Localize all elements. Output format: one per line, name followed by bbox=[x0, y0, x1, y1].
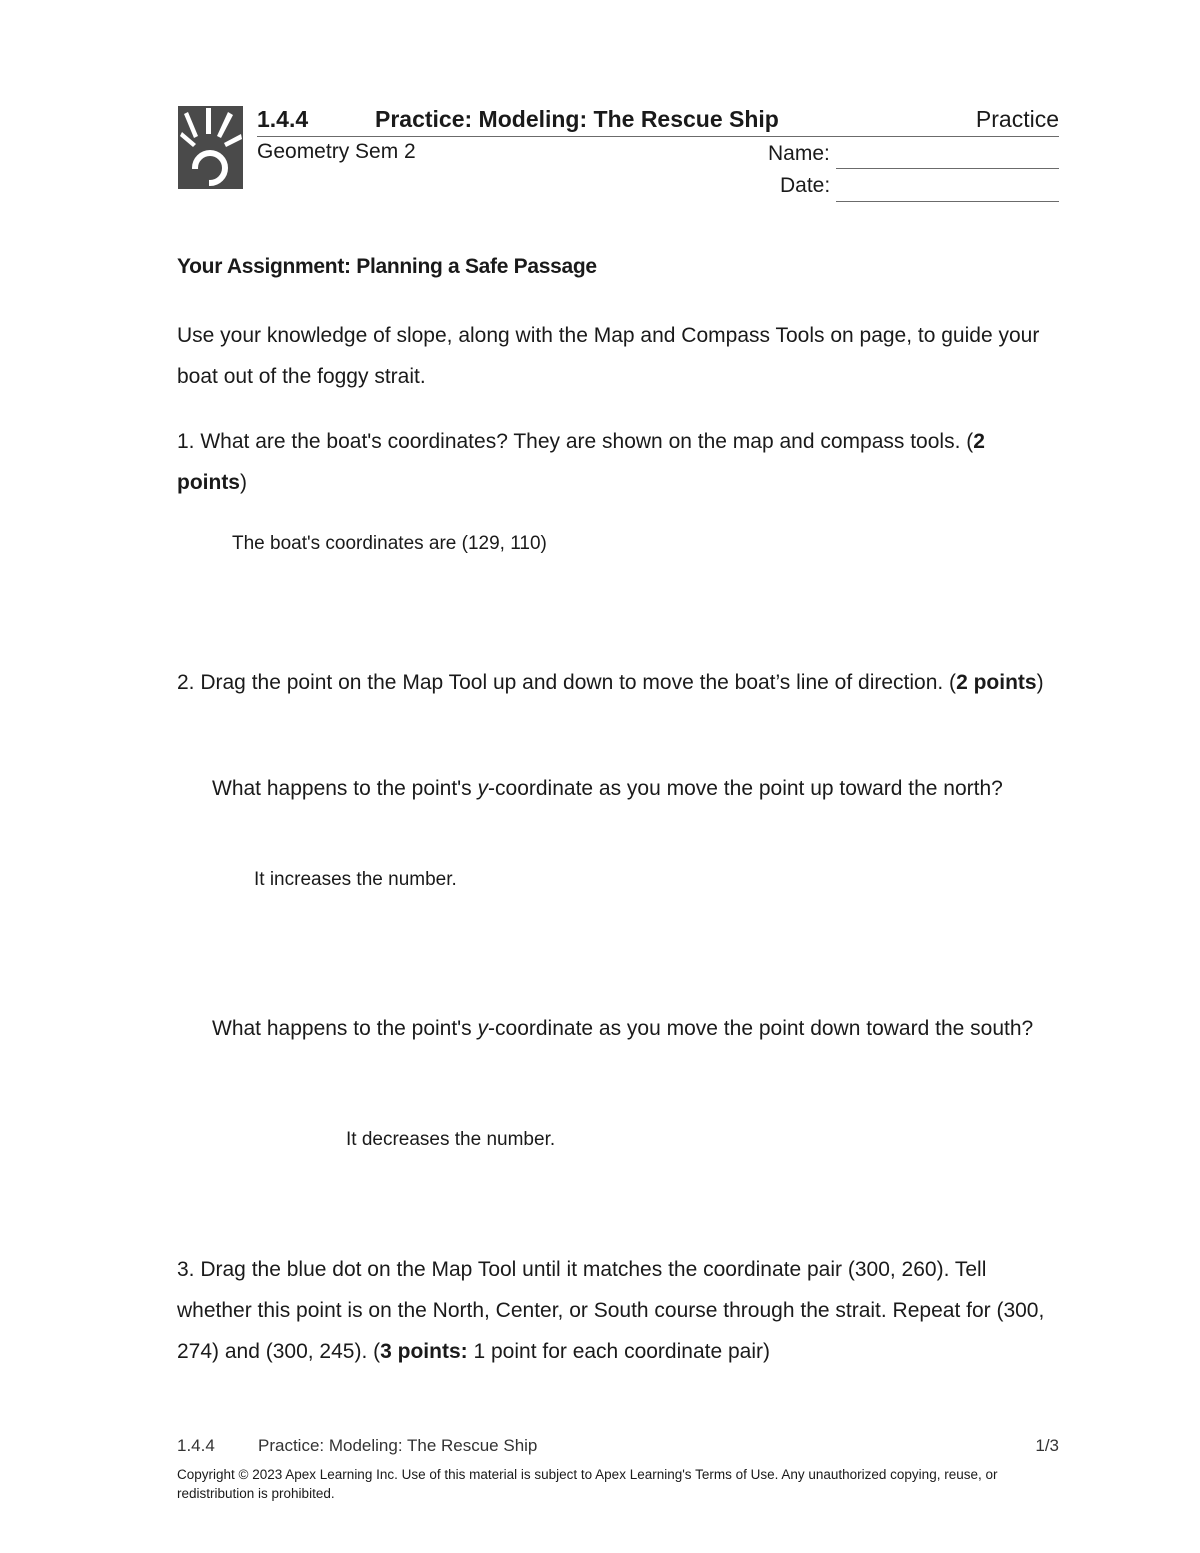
question-2b bbox=[212, 1008, 1057, 1049]
question-3-text: 3. Drag the blue dot on the Map Tool until it matches the coordinate pair (300, 260). Tell whether this point is on the North, Center, or South course through the strait. Repeat for (300, 274) and (300, 245). ( bbox=[177, 1258, 1045, 1363]
question-2b-after: -coordinate as you move the point down toward the south? bbox=[488, 1017, 1034, 1040]
question-1 bbox=[177, 421, 1057, 503]
date-label: Date: bbox=[780, 174, 831, 197]
question-2a-after: -coordinate as you move the point up toward the north? bbox=[488, 777, 1003, 800]
question-2a-before: What happens to the point's bbox=[212, 777, 478, 800]
course-name: Geometry Sem 2 bbox=[257, 140, 416, 163]
activity-type: Practice bbox=[975, 106, 1059, 132]
answer-2a[interactable]: It increases the number. bbox=[254, 869, 457, 890]
footer-lesson-title: Practice: Modeling: The Rescue Ship bbox=[258, 1436, 538, 1455]
question-2-points: 2 points bbox=[956, 671, 1037, 694]
footer-copyright: Copyright © 2023 Apex Learning Inc. Use of this material is subject to Apex Learning's Terms of Use. Any unauthorized copying, reuse, or redistribution is prohibited. bbox=[177, 1467, 998, 1501]
question-2-text: 2. Drag the point on the Map Tool up and down to move the boat’s line of direction. ( bbox=[177, 671, 957, 694]
question-2a bbox=[212, 768, 1052, 809]
lesson-title: Practice: Modeling: The Rescue Ship bbox=[375, 106, 779, 132]
question-3 bbox=[177, 1249, 1057, 1372]
question-1-text: 1. What are the boat's coordinates? They are shown on the map and compass tools. bbox=[177, 430, 961, 453]
assignment-intro: Use your knowledge of slope, along with the Map and Compass Tools on page, to guide your boat out of the foggy strait. bbox=[177, 324, 1040, 388]
name-field[interactable] bbox=[836, 168, 1059, 169]
question-3-points: 3 points: bbox=[380, 1340, 468, 1363]
apex-sun-logo-icon bbox=[178, 106, 243, 189]
lesson-number: 1.4.4 bbox=[257, 106, 309, 132]
header-divider bbox=[257, 136, 1059, 137]
footer-page-number: 1/3 bbox=[1035, 1436, 1059, 1455]
question-3-points-rest: 1 point for each coordinate pair) bbox=[467, 1340, 770, 1363]
question-1-points-open: ( bbox=[966, 430, 974, 453]
assignment-heading: Your Assignment: Planning a Safe Passage bbox=[177, 255, 597, 278]
footer-lesson-number: 1.4.4 bbox=[177, 1436, 215, 1455]
answer-1[interactable]: The boat's coordinates are (129, 110) bbox=[232, 533, 547, 554]
answer-2b[interactable]: It decreases the number. bbox=[346, 1129, 556, 1150]
date-field[interactable] bbox=[836, 201, 1059, 202]
question-2a-var: y bbox=[477, 777, 489, 800]
question-2 bbox=[177, 662, 1057, 703]
question-2b-before: What happens to the point's bbox=[212, 1017, 478, 1040]
question-2b-var: y bbox=[477, 1017, 489, 1040]
question-2-points-close: ) bbox=[1036, 671, 1044, 694]
question-1-points: 2 points bbox=[177, 430, 985, 494]
name-label: Name: bbox=[768, 142, 830, 165]
question-1-points-close: ) bbox=[240, 471, 247, 494]
